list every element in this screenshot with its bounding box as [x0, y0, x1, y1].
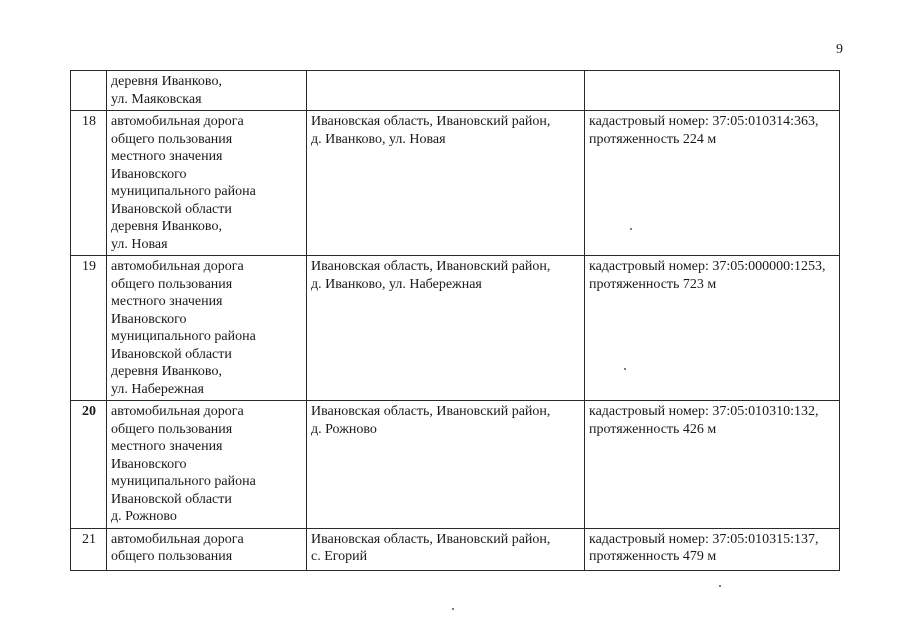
road-name-line: ул. Маяковская: [111, 91, 202, 107]
page-number: 9: [836, 42, 843, 57]
address-line: д. Иванково, ул. Новая: [311, 131, 446, 147]
cadastral-number: кадастровый номер: 37:05:010315:137,: [589, 531, 819, 547]
road-name-line: Ивановской области: [111, 201, 232, 217]
road-name-line: общего пользования: [111, 276, 233, 292]
roads-registry-table: [70, 70, 840, 571]
road-name-line: деревня Иванково,: [111, 364, 222, 379]
row-number: 19: [71, 256, 107, 401]
details-cell: [585, 71, 840, 111]
address-cell: [307, 401, 585, 529]
road-length: протяженность 224 м: [589, 131, 717, 147]
details-cell: [585, 111, 840, 256]
address-cell: [307, 111, 585, 256]
cadastral-number: кадастровый номер: 37:05:010310:132,: [589, 404, 819, 419]
table-row: [71, 71, 840, 111]
details-cell: [585, 256, 840, 401]
address-cell: [307, 71, 585, 111]
row-number: 21: [71, 528, 107, 570]
road-name-line: Ивановского: [111, 311, 187, 327]
address-line: Ивановская область, Ивановский район,: [311, 114, 551, 129]
details-cell: [585, 528, 840, 570]
address-cell: [307, 256, 585, 401]
details-cell: [585, 401, 840, 529]
road-name-line: ул. Набережная: [111, 381, 204, 397]
table-row: [71, 256, 840, 401]
road-name-line: общего пользования: [111, 131, 233, 147]
table-row: [71, 528, 840, 570]
road-name-line: Ивановской области: [111, 346, 232, 362]
road-name-line: деревня Иванково,: [111, 219, 222, 234]
road-name-line: Ивановской области: [111, 491, 232, 507]
address-line: Ивановская область, Ивановский район,: [311, 531, 551, 547]
table-row: [71, 111, 840, 256]
road-name-cell: [107, 401, 307, 529]
road-name-line: автомобильная дорога: [111, 114, 244, 129]
road-name-line: местного значения: [111, 294, 223, 309]
road-name-line: Ивановского: [111, 456, 187, 472]
table-row: [71, 401, 840, 529]
row-number: [71, 71, 107, 111]
address-line: Ивановская область, Ивановский район,: [311, 259, 551, 274]
address-line: с. Егорий: [311, 549, 368, 564]
road-name-line: местного значения: [111, 149, 223, 164]
road-length: протяженность 426 м: [589, 421, 717, 437]
address-line: д. Иванково, ул. Набережная: [311, 276, 482, 292]
road-name-cell: [107, 528, 307, 570]
road-name-line: общего пользования: [111, 421, 233, 437]
address-line: Ивановская область, Ивановский район,: [311, 404, 551, 419]
road-name-line: ул. Новая: [111, 236, 168, 252]
road-name-line: общего пользования: [111, 549, 233, 564]
scan-speck: [630, 228, 632, 230]
road-name-cell: [107, 256, 307, 401]
road-name-line: муниципального района: [111, 329, 256, 344]
address-line: д. Рожново: [311, 421, 377, 437]
road-name-line: муниципального района: [111, 474, 256, 489]
scan-speck: [624, 368, 626, 370]
row-number: 20: [71, 401, 107, 529]
scan-speck: [719, 585, 721, 587]
road-length: протяженность 479 м: [589, 549, 717, 564]
road-name-cell: [107, 111, 307, 256]
road-name-line: Ивановского: [111, 166, 187, 182]
road-name-line: д. Рожново: [111, 509, 177, 524]
road-name-cell: [107, 71, 307, 111]
road-name-line: муниципального района: [111, 184, 256, 199]
row-number: 18: [71, 111, 107, 256]
cadastral-number: кадастровый номер: 37:05:010314:363,: [589, 114, 819, 129]
cadastral-number: кадастровый номер: 37:05:000000:1253,: [589, 259, 826, 274]
scan-speck: [452, 608, 454, 610]
road-name-line: местного значения: [111, 439, 223, 454]
road-name-line: автомобильная дорога: [111, 259, 244, 274]
road-name-line: автомобильная дорога: [111, 404, 244, 419]
road-length: протяженность 723 м: [589, 276, 717, 292]
address-cell: [307, 528, 585, 570]
road-name-line: деревня Иванково,: [111, 74, 222, 89]
road-name-line: автомобильная дорога: [111, 531, 244, 547]
